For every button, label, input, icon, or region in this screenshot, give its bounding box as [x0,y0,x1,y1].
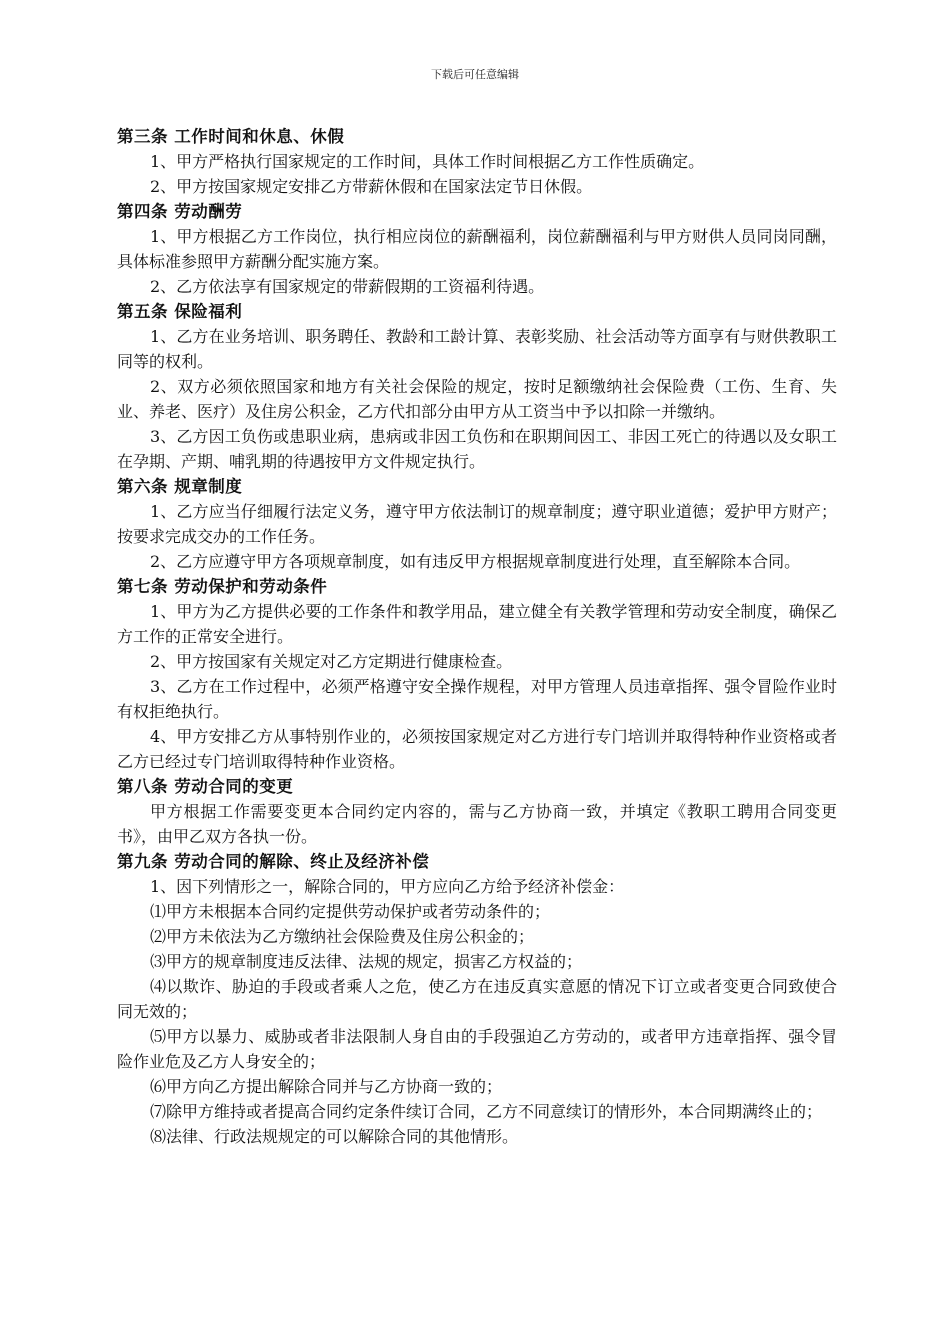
page-header: 下载后可任意编辑 [431,68,519,81]
section-title: 第七条 劳动保护和劳动条件 [117,577,328,596]
paragraph: ⑹甲方向乙方提出解除合同并与乙方协商一致的； [150,1077,503,1096]
paragraph: 4、甲方安排乙方从事特别作业的，必须按国家规定对乙方进行专门培训并取得特种作业资格或者乙方已经过专门培训取得特种作业资格。 [117,727,837,771]
section-title: 第三条 工作时间和休息、休假 [117,127,345,146]
paragraph: 2、甲方按国家有关规定对乙方定期进行健康检查。 [150,652,513,671]
section-title: 第九条 劳动合同的解除、终止及经济补偿 [117,852,430,871]
paragraph: ⑶甲方的规章制度违反法律、法规的规定，损害乙方权益的； [150,952,583,971]
section-title: 第八条 劳动合同的变更 [117,777,294,796]
paragraph: ⑵甲方未依法为乙方缴纳社会保险费及住房公积金的； [150,927,535,946]
paragraph: 3、乙方在工作过程中，必须严格遵守安全操作规程，对甲方管理人员违章指挥、强令冒险作业时有权拒绝执行。 [117,677,837,721]
section-title: 第五条 保险福利 [117,302,243,321]
paragraph: ⑻法律、行政法规规定的可以解除合同的其他情形。 [150,1127,519,1146]
paragraph: 甲方根据工作需要变更本合同约定内容的，需与乙方协商一致，并填定《教职工聘用合同变更书》，由甲乙双方各执一份。 [117,802,837,846]
paragraph: 1、甲方为乙方提供必要的工作条件和教学用品，建立健全有关教学管理和劳动安全制度，确保乙方工作的正常安全进行。 [117,602,837,646]
paragraph: 2、乙方应遵守甲方各项规章制度，如有违反甲方根据规章制度进行处理，直至解除本合同。 [150,552,801,571]
paragraph: 2、双方必须依照国家和地方有关社会保险的规定，按时足额缴纳社会保险费（工伤、生育、失业、养老、医疗）及住房公积金，乙方代扣部分由甲方从工资当中予以扣除一并缴纳。 [117,377,837,421]
paragraph: 1、甲方根据乙方工作岗位，执行相应岗位的薪酬福利，岗位薪酬福利与甲方财供人员同岗同酬，具体标准参照甲方薪酬分配实施方案。 [117,227,837,271]
paragraph: 1、乙方应当仔细履行法定义务，遵守甲方依法制订的规章制度；遵守职业道德；爱护甲方财产；按要求完成交办的工作任务。 [117,502,837,546]
paragraph: 2、甲方按国家规定安排乙方带薪休假和在国家法定节日休假。 [150,177,593,196]
paragraph: 1、乙方在业务培训、职务聘任、教龄和工龄计算、表彰奖励、社会活动等方面享有与财供教职工同等的权利。 [117,327,837,371]
section-title: 第六条 规章制度 [117,477,243,496]
paragraph: ⑸甲方以暴力、威胁或者非法限制人身自由的手段强迫乙方劳动的，或者甲方违章指挥、强令冒险作业危及乙方人身安全的； [117,1027,837,1071]
paragraph: 3、乙方因工负伤或患职业病，患病或非因工负伤和在职期间因工、非因工死亡的待遇以及女职工在孕期、产期、哺乳期的待遇按甲方文件规定执行。 [117,427,837,471]
section-title: 第四条 劳动酬劳 [117,202,243,221]
paragraph: ⑺除甲方维持或者提高合同约定条件续订合同，乙方不同意续订的情形外，本合同期满终止的； [150,1102,823,1121]
paragraph: 1、甲方严格执行国家规定的工作时间，具体工作时间根据乙方工作性质确定。 [150,152,705,171]
paragraph: ⑷以欺诈、胁迫的手段或者乘人之危，使乙方在违反真实意愿的情况下订立或者变更合同致使合同无效的； [117,977,837,1021]
paragraph: ⑴甲方未根据本合同约定提供劳动保护或者劳动条件的； [150,902,551,921]
document-body [117,124,837,1149]
paragraph: 1、因下列情形之一，解除合同的，甲方应向乙方给予经济补偿金： [150,877,625,896]
paragraph: 2、乙方依法享有国家规定的带薪假期的工资福利待遇。 [150,277,545,296]
